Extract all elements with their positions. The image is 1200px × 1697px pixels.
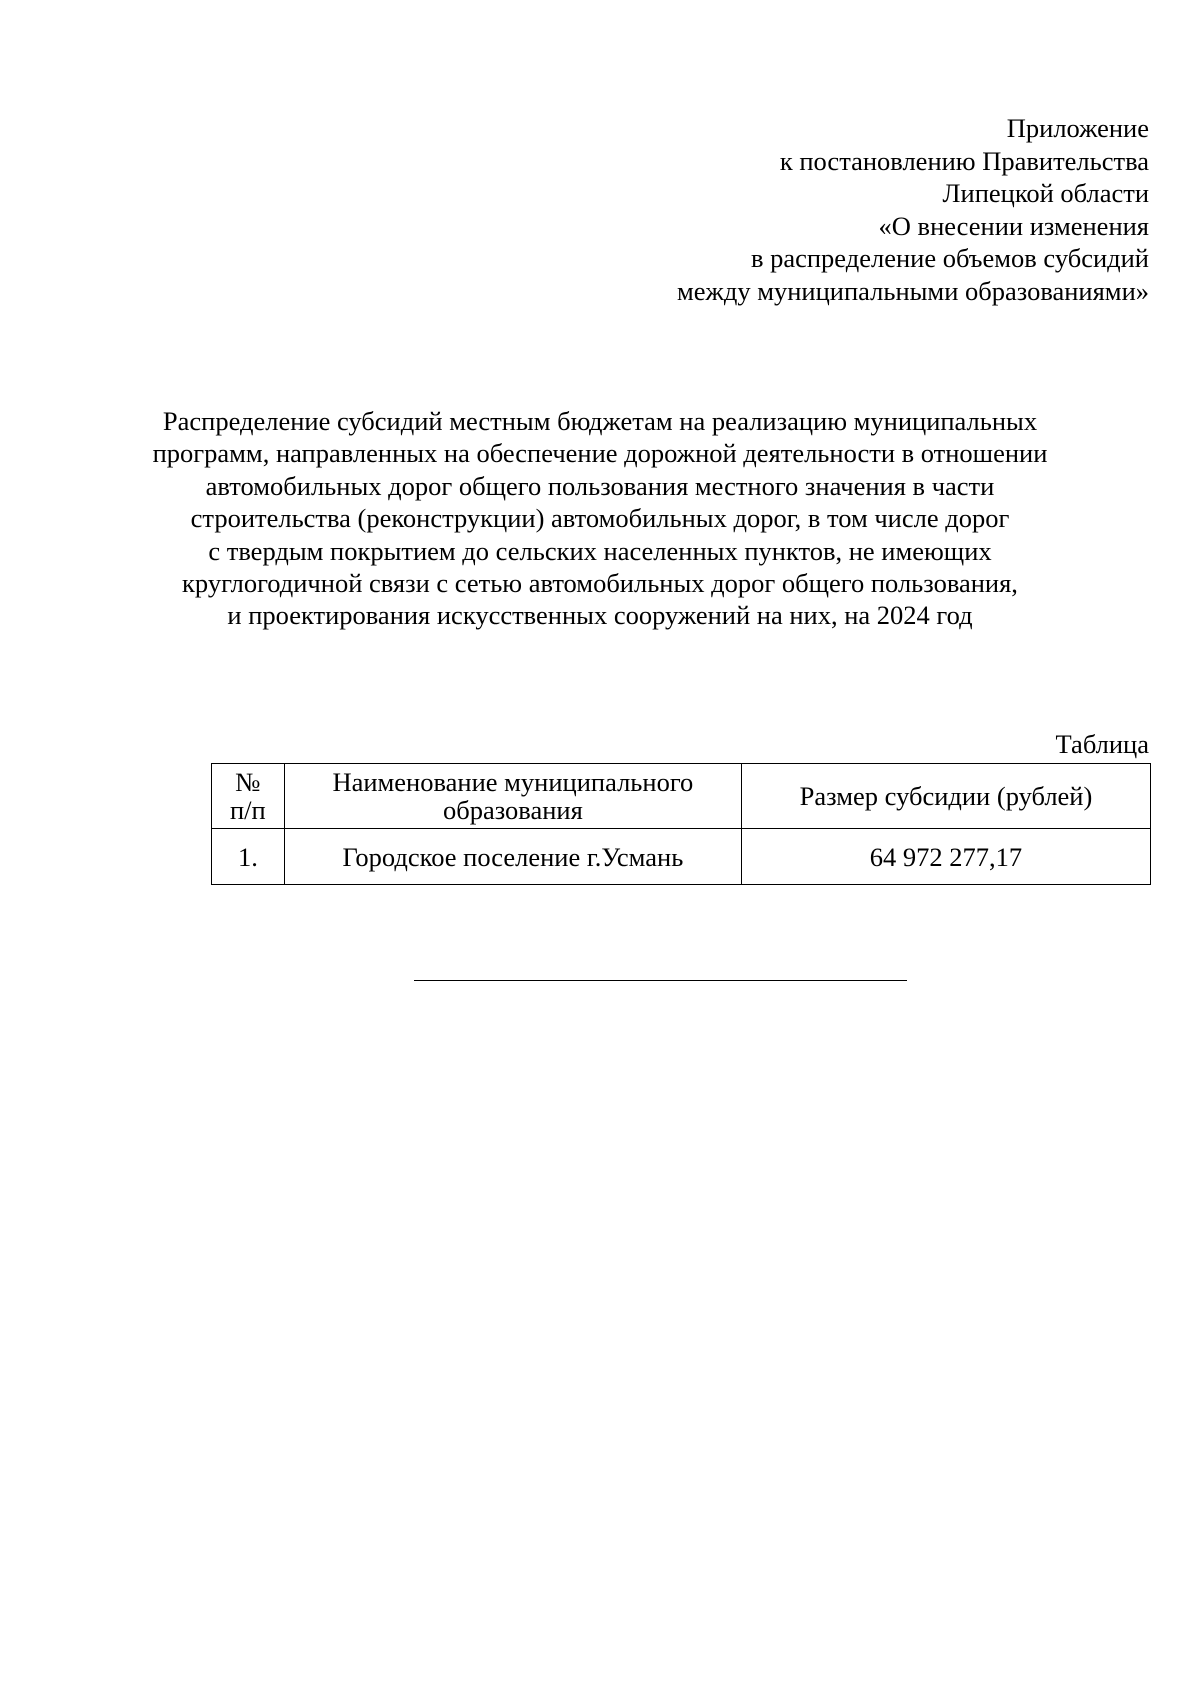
document-title bbox=[0, 405, 1200, 632]
document-title-line: с твердым покрытием до сельских населенных пунктов, не имеющих bbox=[208, 535, 992, 566]
header-amount-cell: Размер субсидии (рублей) bbox=[741, 764, 1150, 829]
document-title-line: и проектирования искусственных сооружений на них, на 2024 год bbox=[227, 600, 973, 631]
appendix-header-line: Липецкой области bbox=[942, 178, 1149, 208]
table-caption: Таблица bbox=[1055, 729, 1149, 759]
row-number-cell: 1. bbox=[212, 829, 285, 885]
row-amount-cell: 64 972 277,17 bbox=[741, 829, 1150, 885]
header-name-cell bbox=[284, 764, 741, 829]
appendix-header-line: Приложение bbox=[1006, 113, 1149, 143]
document-title-line: Распределение субсидий местным бюджетам на реализацию муниципальных bbox=[162, 406, 1038, 436]
table-row bbox=[212, 829, 1151, 885]
document-title-line: круглогодичной связи с сетью автомобильных дорог общего пользования, bbox=[182, 568, 1018, 599]
document-title-line: автомобильных дорог общего пользования местного значения в части bbox=[205, 470, 995, 501]
document-title-line: строительства (реконструкции) автомобильных дорог, в том числе дорог bbox=[190, 503, 1010, 534]
header-number-line: п/п bbox=[230, 795, 266, 825]
end-of-document-rule bbox=[414, 980, 907, 981]
table-header-row bbox=[212, 764, 1151, 829]
header-number-cell bbox=[212, 764, 285, 829]
document-title-line: программ, направленных на обеспечение дорожной деятельности в отношении bbox=[152, 438, 1048, 469]
appendix-header bbox=[677, 112, 1149, 307]
appendix-header-line: к постановлению Правительства bbox=[779, 145, 1149, 176]
header-name-line: образования bbox=[442, 795, 583, 825]
appendix-header-line: между муниципальными образованиями» bbox=[677, 275, 1149, 306]
subsidy-table bbox=[211, 763, 1151, 885]
row-name-cell: Городское поселение г.Усмань bbox=[284, 829, 741, 885]
header-name-line: Наименование муниципального bbox=[332, 767, 694, 797]
appendix-header-line: «О внесении изменения bbox=[878, 210, 1149, 241]
appendix-header-line: в распределение объемов субсидий bbox=[750, 243, 1149, 273]
header-number-line: № bbox=[235, 767, 261, 797]
